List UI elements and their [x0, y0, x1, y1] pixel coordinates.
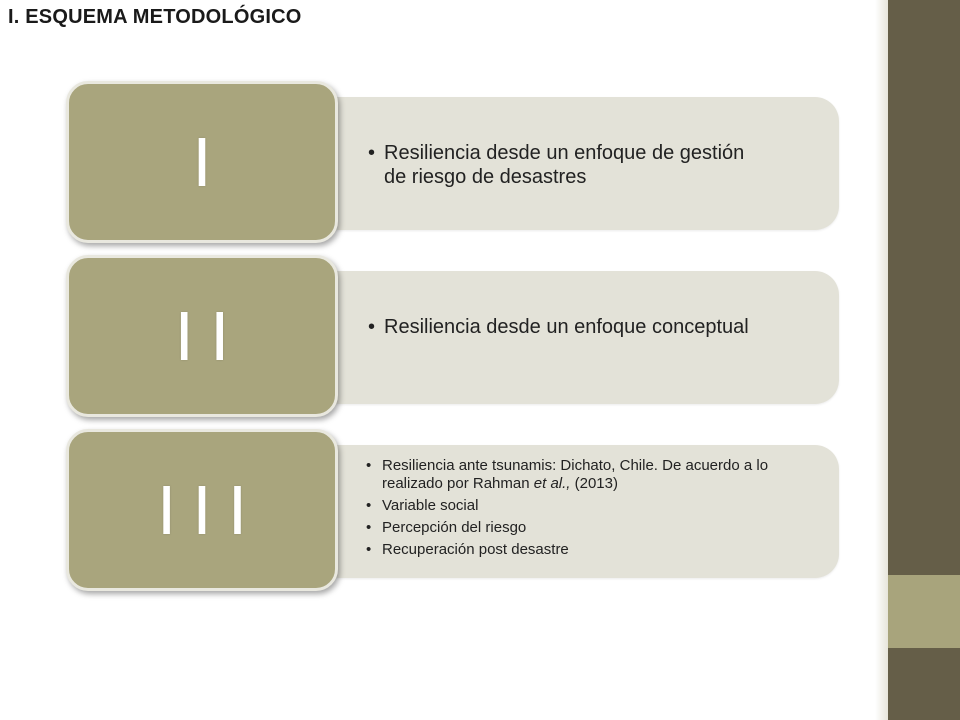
block-3-item-1: [366, 457, 796, 493]
block-2-list: [368, 315, 768, 339]
block-3-list: [366, 457, 796, 563]
block-1-list: [368, 141, 768, 189]
block-2-item-1: • Resiliencia desde un enfoque conceptual: [368, 315, 768, 339]
block-3-item-4: • Recuperación post desastre: [366, 541, 796, 559]
block-1-numeral: I: [192, 123, 228, 201]
block-2-numeral: II: [174, 297, 246, 375]
block-3-numeral: III: [156, 471, 264, 549]
block-3-item-1-text: Resiliencia ante tsunamis: Dichato, Chile. De acuerdo a lo realizado por Rahman: [382, 457, 769, 492]
slide-title: I. ESQUEMA METODOLÓGICO: [8, 6, 302, 28]
block-3-badge: [66, 429, 338, 591]
block-2-badge: [66, 255, 338, 417]
block-3-item-1-year: (2013): [574, 475, 618, 492]
block-3-item-2: • Variable social: [366, 497, 796, 515]
side-band-accent: [888, 575, 960, 648]
block-1-badge: [66, 81, 338, 243]
block-3-item-1-italic: et al.,: [533, 475, 571, 492]
block-3-item-3: • Percepción del riesgo: [366, 519, 796, 537]
block-1-item-1: • Resiliencia desde un enfoque de gestión de riesgo de desastres: [368, 141, 768, 189]
side-separator: [875, 0, 888, 720]
